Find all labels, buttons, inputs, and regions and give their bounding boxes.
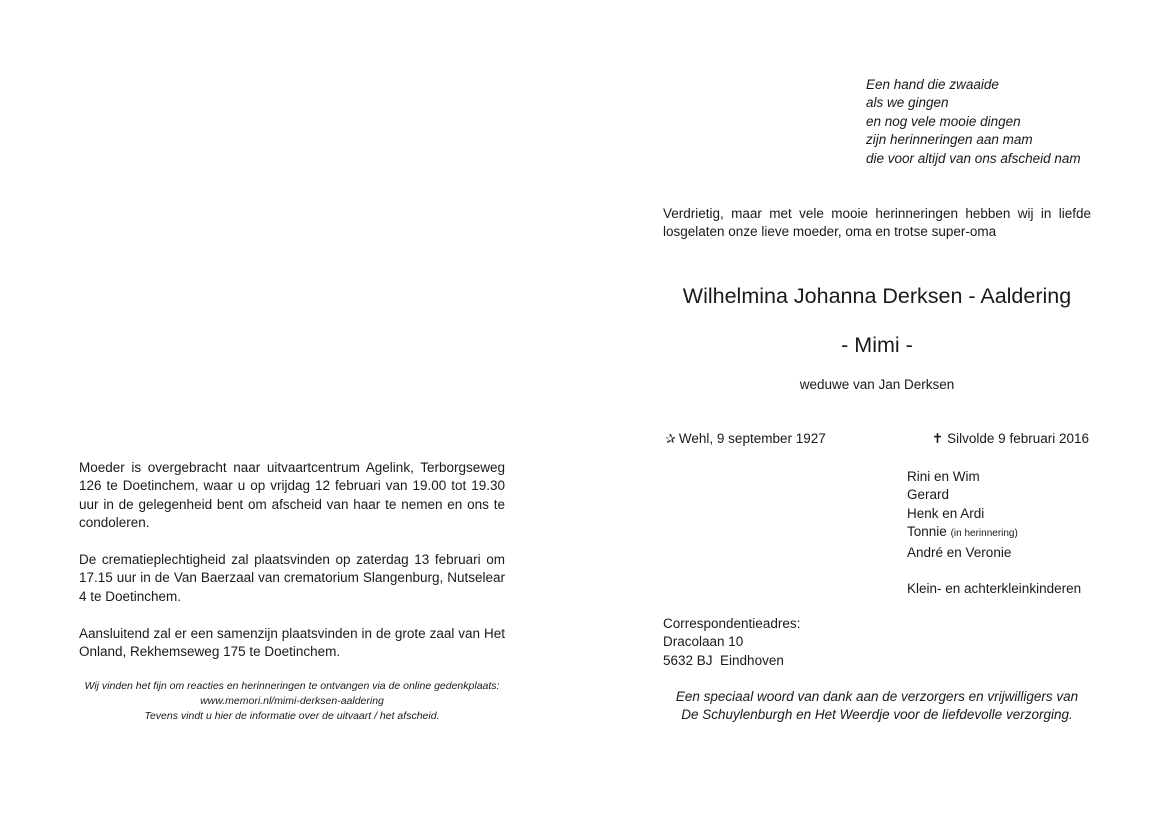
poem-line: als we gingen <box>866 95 949 111</box>
thanks-line: De Schuylenburgh en Het Weerdje voor de liefdevolle verzorging. <box>681 707 1073 723</box>
deceased-name: Wilhelmina Johanna Derksen - Aaldering <box>682 284 1072 308</box>
address-city: 5632 BJ Eindhoven <box>663 652 784 668</box>
death-line <box>932 430 1089 448</box>
address-street: Dracolaan 10 <box>663 634 744 650</box>
thanks-note <box>663 688 1091 725</box>
arrangements-paragraph: Moeder is overgebracht naar uitvaartcentrum Agelink, Terborgseweg 126 te Doetinchem, waar u op vrijdag 12 februari van 19.00 tot 19.30 uur in de gelegenheid bent om afscheid van haar te nemen en ons te condoleren. <box>79 460 505 531</box>
online-note-line: Tevens vindt u hier de informatie over de uitvaart / het afscheid. <box>144 710 440 722</box>
poem-line: en nog vele mooie dingen <box>866 113 1021 129</box>
grandchildren: Klein- en achterkleinkinderen <box>907 581 1082 597</box>
star-icon: ✰ <box>665 431 676 446</box>
family-member: Henk en Ardi <box>907 505 985 521</box>
birth-text: Wehl, 9 september 1927 <box>678 431 826 446</box>
poem-line: die voor altijd van ons afscheid nam <box>866 150 1081 166</box>
arrangements-paragraph: De crematieplechtigheid zal plaatsvinden op zaterdag 13 februari om 17.15 uur in de Van Baerzaal van crematorium Slangenburg, Nutselear 4 te Doetinchem. <box>79 552 505 604</box>
widow-of: weduwe van Jan Derksen <box>799 377 955 392</box>
intro-text: Verdrietig, maar met vele mooie herinneringen hebben wij in liefde losgelaten onze lieve moeder, oma en trotse super-oma <box>663 206 1091 240</box>
cross-icon: ✝ <box>931 431 944 446</box>
poem-line: Een hand die zwaaide <box>866 77 999 92</box>
arrangements-text <box>79 459 505 680</box>
arrangements-paragraph: Aansluitend zal er een samenzijn plaatsvinden in de grote zaal van Het Onland, Rekhemseweg 175 te Doetinchem. <box>79 625 505 660</box>
birth-line <box>665 430 826 448</box>
family-member: Rini en Wim <box>907 469 980 484</box>
family-list <box>907 468 1081 599</box>
address-label: Correspondentieadres: <box>663 616 801 631</box>
family-member <box>907 523 1081 543</box>
poem-line: zijn herinneringen aan mam <box>866 132 1033 148</box>
correspondence-address <box>663 615 800 670</box>
thanks-line: Een speciaal woord van dank aan de verzorgers en vrijwilligers van <box>675 689 1079 704</box>
online-note-line: Wij vinden het fijn om reacties en herinneringen te ontvangen via de online gedenkplaats: <box>84 680 500 692</box>
deceased-nickname: - Mimi - <box>841 333 913 357</box>
family-member: Gerard <box>907 487 950 503</box>
family-member-name: Tonnie <box>907 524 947 540</box>
poem <box>866 76 1081 168</box>
family-member: André en Veronie <box>907 544 1012 560</box>
online-memorial-note <box>79 679 505 724</box>
in-memory-note: (in herinnering) <box>950 528 1018 540</box>
memorial-url[interactable]: www.memori.nl/mimi-derksen-aaldering <box>200 695 384 707</box>
death-text: Silvolde 9 februari 2016 <box>947 431 1089 446</box>
